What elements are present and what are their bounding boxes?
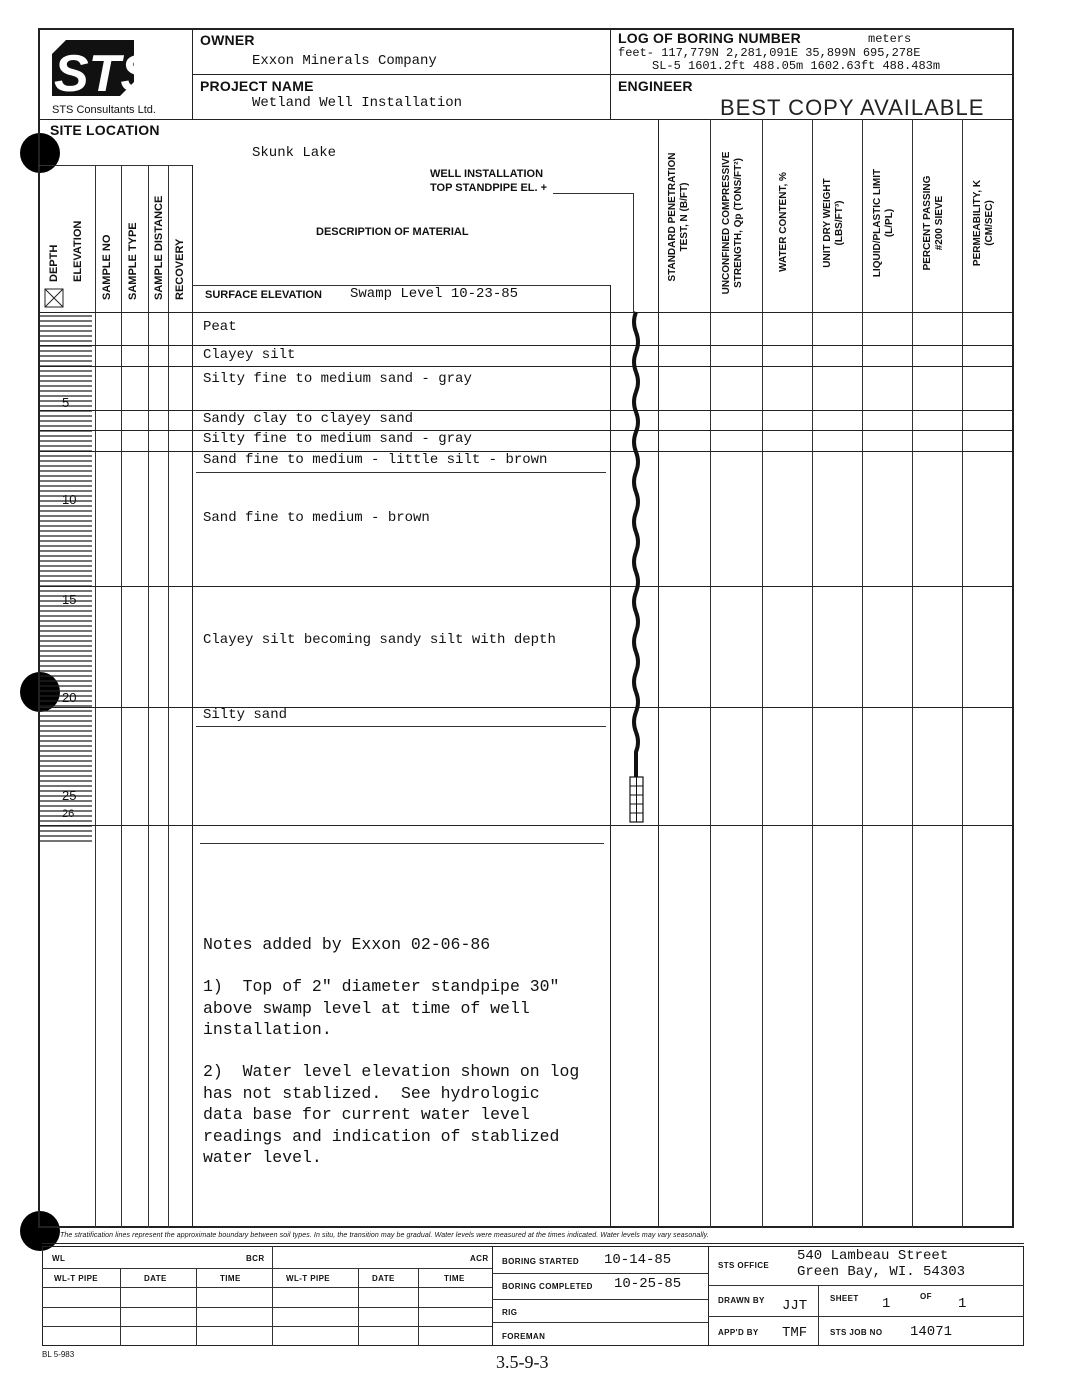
- col-spt: STANDARD PENETRATION TEST, N (B/FT): [667, 152, 690, 282]
- col-permeability: PERMEABILITY, K (CM/SEC): [972, 179, 995, 267]
- note-1: 1) Top of 2" diameter standpipe 30" above swamp level at time of well installation.: [203, 977, 560, 1039]
- drawn-by-label: DRAWN BY: [718, 1296, 765, 1305]
- stratum-clayey-silt: Clayey silt: [203, 347, 296, 363]
- depth-mark-5: 5: [62, 395, 70, 410]
- time-label-1: TIME: [220, 1274, 241, 1283]
- sheet-label: SHEET: [830, 1294, 859, 1303]
- boring-completed-value: 10-25-85: [614, 1276, 682, 1292]
- note-2: 2) Water level elevation shown on log has not stablized. See hydrologic data base for current water level readings and indication of stablized water level.: [203, 1062, 580, 1167]
- page-number: 3.5-9-3: [496, 1352, 549, 1372]
- boring-started-value: 10-14-85: [604, 1252, 672, 1268]
- of-label: OF: [920, 1292, 932, 1301]
- sts-logo: [48, 36, 156, 103]
- top-standpipe-header: TOP STANDPIPE EL. +: [430, 182, 548, 194]
- job-no-value: 14071: [910, 1324, 953, 1340]
- company-name: STS Consultants Ltd.: [52, 104, 156, 116]
- disclaimer: The stratification lines represent the approximate boundary between soil types. In situ, the transition may be gradual. Water levels were measured at the times indicated. Water levels may vary seasonally.: [60, 1232, 709, 1239]
- boring-completed-label: BORING COMPLETED: [502, 1282, 593, 1291]
- sts-office-label: STS OFFICE: [718, 1261, 770, 1270]
- job-no-label: STS JOB NO: [830, 1328, 883, 1337]
- engineer-label: ENGINEER: [618, 78, 693, 94]
- rig-label: RIG: [502, 1308, 518, 1317]
- stratum-silty-sand: Silty sand: [203, 707, 288, 723]
- depth-scale: [38, 313, 94, 853]
- description-header: DESCRIPTION OF MATERIAL: [316, 226, 469, 238]
- appd-by-value: TMF: [782, 1325, 808, 1341]
- notes-title: Notes added by Exxon 02-06-86: [203, 935, 491, 954]
- well-standpipe: [626, 312, 646, 827]
- depth-mark-20: 20: [62, 690, 77, 705]
- stratum-sand-little-silt: Sand fine to medium - little silt - brown: [203, 452, 548, 468]
- svg-text:STS: STS: [54, 45, 156, 103]
- stratum-clayey-sandy-silt: Clayey silt becoming sandy silt with depth: [203, 632, 556, 648]
- units: meters: [868, 32, 912, 46]
- date-label-2: DATE: [372, 1274, 395, 1283]
- stratum-sand-brown: Sand fine to medium - brown: [203, 510, 430, 526]
- sheet-of-value: 1: [958, 1296, 967, 1312]
- col-recovery: RECOVERY: [174, 238, 186, 300]
- surface-elevation-label: SURFACE ELEVATION: [205, 289, 322, 301]
- wl-pipe-label-1: WL-T PIPE: [54, 1274, 99, 1283]
- stratum-silty-sand-gray: Silty fine to medium sand - gray: [203, 371, 472, 387]
- foreman-label: FOREMAN: [502, 1332, 546, 1341]
- stratum-silty-sand-gray-2: Silty fine to medium sand - gray: [203, 431, 472, 447]
- col-elevation: ELEVATION: [72, 220, 84, 282]
- depth-mark-15: 15: [62, 592, 77, 607]
- log-label: LOG OF BORING NUMBER: [618, 30, 801, 46]
- depth-box: [44, 288, 64, 308]
- col-sample-type: SAMPLE TYPE: [127, 222, 139, 300]
- form-frame: [38, 28, 1014, 1228]
- stamp-text: BEST COPY AVAILABLE: [720, 95, 985, 120]
- bcr-label: BCR: [246, 1254, 265, 1263]
- coord-line-2: SL-5 1601.2ft 488.05m 1602.63ft 488.483m: [652, 59, 941, 73]
- depth-mark-26: 26: [62, 808, 75, 820]
- form-code: BL 5-983: [42, 1350, 75, 1359]
- project-value: Wetland Well Installation: [252, 95, 463, 111]
- appd-by-label: APP'D BY: [718, 1328, 759, 1337]
- drawn-by-value: JJT: [782, 1298, 808, 1314]
- date-label-1: DATE: [144, 1274, 167, 1283]
- col-depth: DEPTH: [48, 244, 60, 282]
- wl-pipe-label-2: WL-T PIPE: [286, 1274, 331, 1283]
- col-unconfined: UNCONFINED COMPRESSIVE STRENGTH, Qp (TONS/FT²): [721, 151, 744, 295]
- col-liquid-plastic: LIQUID/PLASTIC LIMIT (L/PL): [872, 168, 895, 278]
- owner-value: Exxon Minerals Company: [252, 53, 437, 69]
- site-label: SITE LOCATION: [50, 122, 160, 138]
- surface-elevation-value: Swamp Level 10-23-85: [350, 286, 519, 302]
- sts-office-line-2: Green Bay, WI. 54303: [797, 1264, 966, 1280]
- col-percent-passing: PERCENT PASSING #200 SIEVE: [922, 175, 945, 271]
- stratum-peat: Peat: [203, 319, 237, 335]
- well-installation-header: WELL INSTALLATION: [430, 168, 544, 180]
- acr-label: ACR: [470, 1254, 489, 1263]
- col-sample-no: SAMPLE NO: [101, 234, 113, 300]
- col-water-content: WATER CONTENT, %: [778, 172, 789, 272]
- boring-started-label: BORING STARTED: [502, 1257, 580, 1266]
- time-label-2: TIME: [444, 1274, 465, 1283]
- sts-office-line-1: 540 Lambeau Street: [797, 1248, 949, 1264]
- coord-line-1: feet- 117,779N 2,281,091E 35,899N 695,278E: [618, 46, 921, 60]
- sheet-value: 1: [882, 1296, 891, 1312]
- project-label: PROJECT NAME: [200, 78, 314, 94]
- depth-mark-10: 10: [62, 492, 77, 507]
- depth-mark-25: 25: [62, 788, 77, 803]
- wl-label: WL: [52, 1254, 66, 1263]
- site-value: Skunk Lake: [252, 145, 337, 161]
- col-unit-dry-weight: UNIT DRY WEIGHT (LBS/FT³): [822, 178, 845, 268]
- owner-label: OWNER: [200, 32, 255, 48]
- col-sample-distance: SAMPLE DISTANCE: [153, 195, 165, 300]
- stratum-sandy-clay: Sandy clay to clayey sand: [203, 411, 414, 427]
